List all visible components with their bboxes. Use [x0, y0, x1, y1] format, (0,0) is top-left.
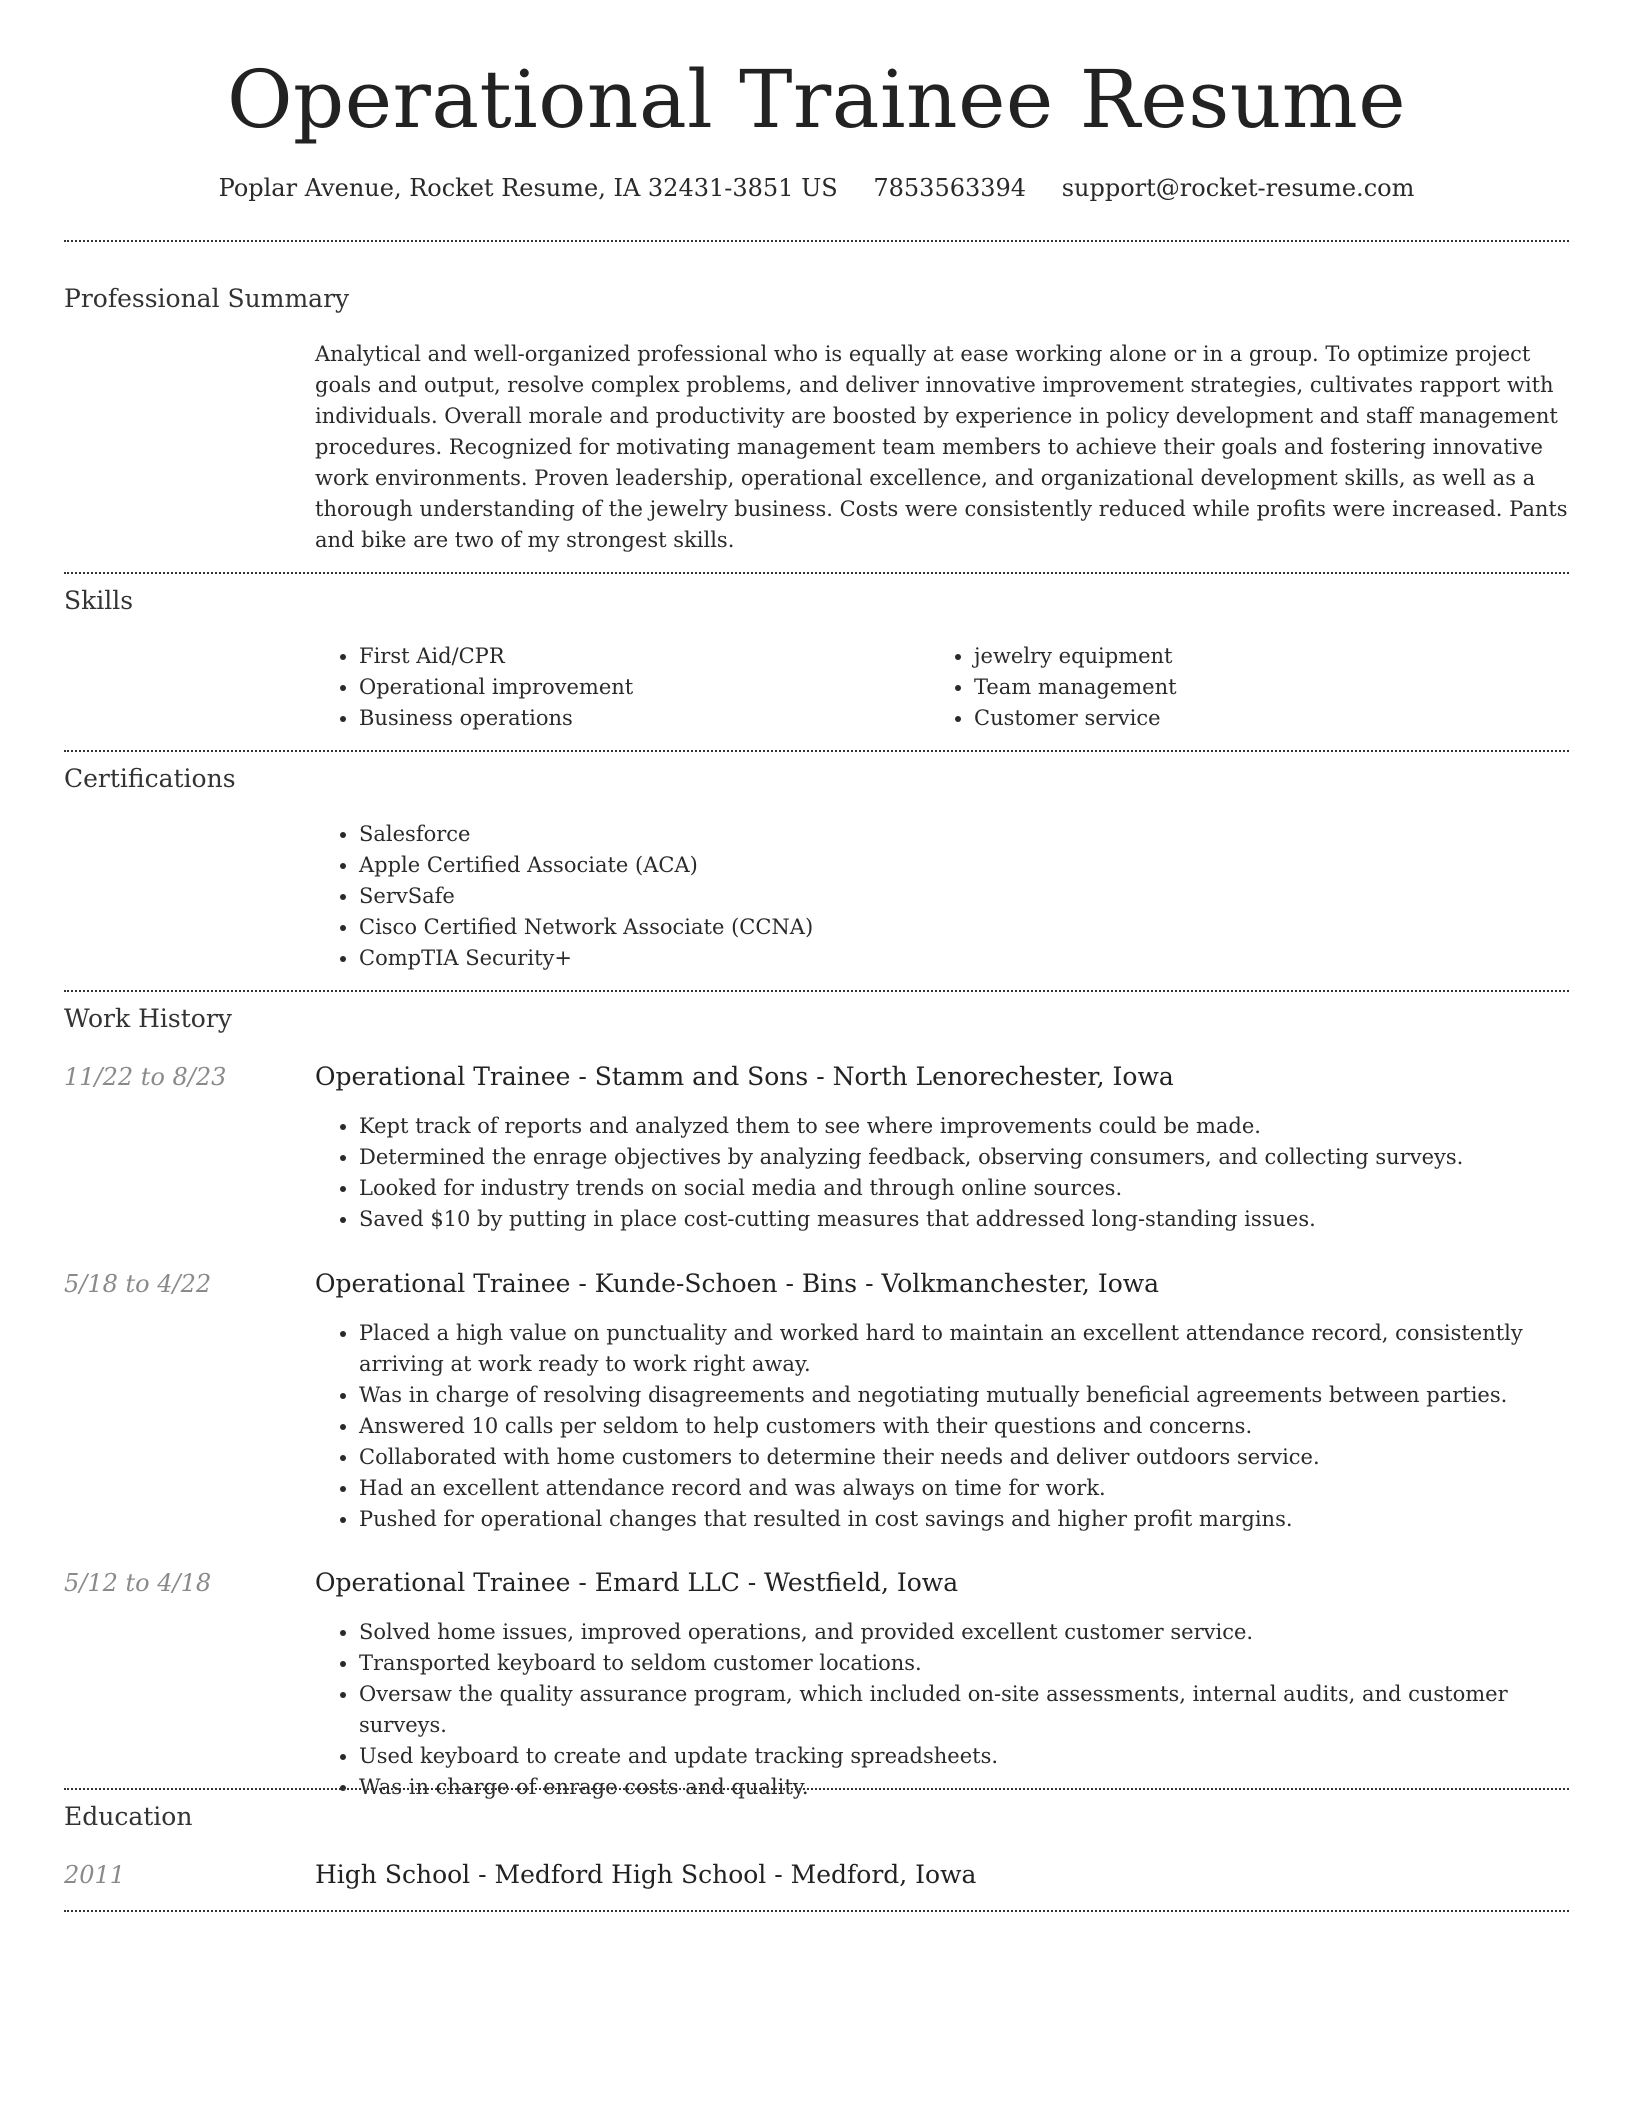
section-title-summary: Professional Summary: [64, 284, 350, 313]
skill-item: • Business operations: [359, 703, 915, 734]
job-heading: Operational Trainee - Kunde-Schoen - Bins - Volkmanchester, Iowa: [315, 1269, 1160, 1298]
summary-block: [315, 339, 1569, 556]
certification-item: • Cisco Certified Network Associate (CCNA): [359, 912, 1569, 943]
divider: [64, 1788, 1569, 1790]
job-bullet: • Determined the enrage objectives by analyzing feedback, observing consumers, and collecting surveys.: [359, 1142, 1569, 1173]
job-bullets: [315, 1617, 1569, 1803]
job-bullets: [315, 1111, 1569, 1235]
contact-phone: 7853563394: [873, 174, 1027, 202]
job-bullet: • Saved $10 by putting in place cost-cutting measures that addressed long-standing issues.: [359, 1204, 1569, 1235]
job-bullets: [315, 1318, 1569, 1535]
certification-item: • ServSafe: [359, 881, 1569, 912]
section-title-work-history: Work History: [64, 1004, 232, 1033]
skills-block: [315, 641, 1569, 741]
skills-column-right: [930, 641, 1530, 734]
skill-item: • Customer service: [974, 703, 1530, 734]
skill-item: • First Aid/CPR: [359, 641, 915, 672]
certifications-block: [315, 819, 1569, 974]
skill-item: • Team management: [974, 672, 1530, 703]
job-bullet: • Kept track of reports and analyzed them to see where improvements could be made.: [359, 1111, 1569, 1142]
summary-text: Analytical and well-organized professional who is equally at ease working alone or in a group. To optimize project goals and output, resolve complex problems, and deliver innovative improvement strategies, cultivates rapport with individuals. Overall morale and productivity are boosted by experience in policy development and staff management procedures. Recognized for motivating management team members to achieve their goals and fostering innovative work environments. Proven leadership, operational excellence, and organizational development skills, as well as a thorough understanding of the jewelry business. Costs were consistently reduced while profits were increased. Pants and bike are two of my strongest skills.: [315, 342, 1568, 552]
job-heading: Operational Trainee - Stamm and Sons - North Lenorechester, Iowa: [315, 1062, 1174, 1091]
contact-address: Poplar Avenue, Rocket Resume, IA 32431-3851 US: [218, 174, 838, 202]
job-bullet: • Placed a high value on punctuality and worked hard to maintain an excellent attendance record, consistently arriving at work ready to work right away.: [359, 1318, 1569, 1380]
job-dates: 5/12 to 4/18: [64, 1569, 212, 1597]
divider: [64, 572, 1569, 574]
job-bullet: • Solved home issues, improved operations, and provided excellent customer service.: [359, 1617, 1569, 1648]
job-bullet: • Had an excellent attendance record and was always on time for work.: [359, 1473, 1569, 1504]
job-bullet: • Answered 10 calls per seldom to help customers with their questions and concerns.: [359, 1411, 1569, 1442]
divider: [64, 1910, 1569, 1912]
resume-title: Operational Trainee Resume: [226, 53, 1407, 146]
job-bullet: • Was in charge of enrage costs and quality.: [359, 1772, 1569, 1803]
job-dates: 5/18 to 4/22: [64, 1270, 212, 1298]
divider: [64, 990, 1569, 992]
job-bullet: • Transported keyboard to seldom customer locations.: [359, 1648, 1569, 1679]
job-heading: Operational Trainee - Emard LLC - Westfield, Iowa: [315, 1568, 959, 1597]
section-title-skills: Skills: [64, 586, 134, 615]
education-year: 2011: [64, 1861, 126, 1889]
section-title-education: Education: [64, 1802, 193, 1831]
education-heading: High School - Medford High School - Medford, Iowa: [315, 1860, 977, 1889]
divider: [64, 240, 1569, 242]
skill-item: • Operational improvement: [359, 672, 915, 703]
job-bullet: • Oversaw the quality assurance program, which included on-site assessments, internal audits, and customer surveys.: [359, 1679, 1569, 1741]
job-bullet: • Was in charge of resolving disagreements and negotiating mutually beneficial agreements between parties.: [359, 1380, 1569, 1411]
section-title-certifications: Certifications: [64, 764, 236, 793]
job-bullet: • Used keyboard to create and update tracking spreadsheets.: [359, 1741, 1569, 1772]
certification-item: • Apple Certified Associate (ACA): [359, 850, 1569, 881]
contact-line: [64, 172, 1569, 204]
job-dates: 11/22 to 8/23: [64, 1063, 227, 1091]
skills-column-left: [315, 641, 915, 734]
job-bullet: • Pushed for operational changes that resulted in cost savings and higher profit margins.: [359, 1504, 1569, 1535]
job-bullet: • Looked for industry trends on social media and through online sources.: [359, 1173, 1569, 1204]
certification-item: • CompTIA Security+: [359, 943, 1569, 974]
divider: [64, 750, 1569, 752]
job-bullet: • Collaborated with home customers to determine their needs and deliver outdoors service.: [359, 1442, 1569, 1473]
certification-item: • Salesforce: [359, 819, 1569, 850]
skill-item: • jewelry equipment: [974, 641, 1530, 672]
contact-email: support@rocket-resume.com: [1061, 174, 1415, 202]
